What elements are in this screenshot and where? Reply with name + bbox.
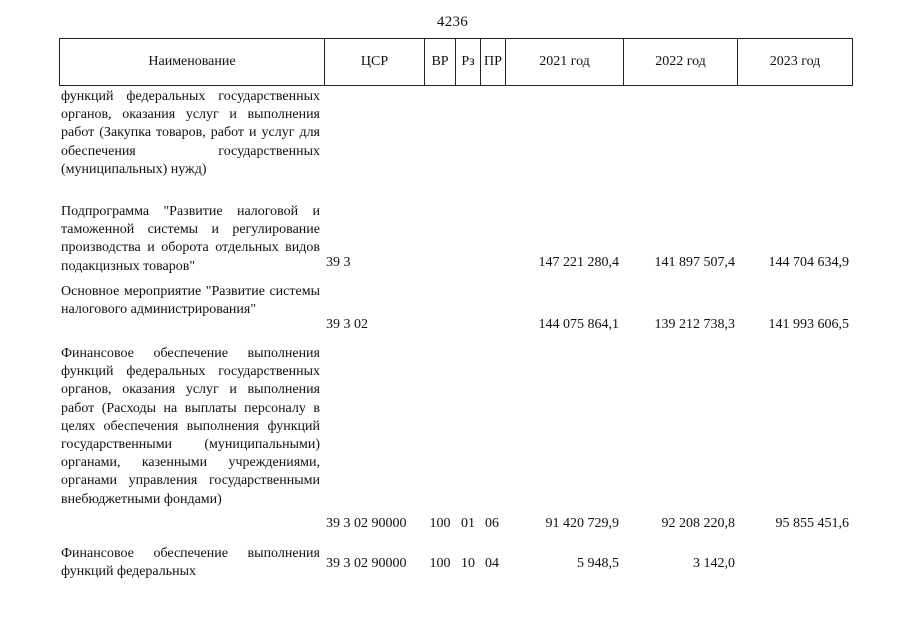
row-vr: 100 [429,516,451,531]
row-value-2022: 139 212 738,3 [654,317,735,332]
column-header-vr: ВР [425,39,456,85]
column-header-2022: 2022 год [624,39,738,85]
row-value-2021: 147 221 280,4 [538,255,619,270]
row-name: Финансовое обеспечение выполнения функций федеральных [61,546,320,580]
row-value-2022: 141 897 507,4 [654,255,735,270]
row-value-2022: 3 142,0 [693,556,735,571]
column-header-2023: 2023 год [769,54,821,69]
row-vr: 100 [429,556,451,571]
row-rz: 10 [461,556,475,571]
row-csr: 39 3 02 [326,317,368,332]
row-value-2021: 5 948,5 [577,556,619,571]
row-csr: 39 3 02 90000 [326,516,407,531]
column-header-pr: ПР [481,39,506,85]
row-name: функций федеральных государственных органов, оказания услуг и выполнения работ (Закупка товаров, работ и услуг для обеспечения государственных (муниципальных) нужд) [61,89,320,177]
row-csr: 39 3 [326,255,351,270]
column-header-csr: ЦСР [325,39,425,85]
row-value-2023: 144 704 634,9 [768,255,849,270]
column-header-name: Наименование [60,39,325,85]
row-csr: 39 3 02 90000 [326,556,407,571]
row-pr: 06 [485,516,499,531]
row-name: Основное мероприятие "Развитие системы налогового администрирования" [61,284,320,318]
row-rz: 01 [461,516,475,531]
row-value-2022: 92 208 220,8 [661,516,735,531]
column-header-2021: 2021 год [506,39,624,85]
row-value-2021: 91 420 729,9 [545,516,619,531]
row-pr: 04 [485,556,499,571]
row-value-2023: 141 993 606,5 [768,317,849,332]
row-name: Подпрограмма "Развитие налоговой и таможенной системы и регулирование производства и оборота отдельных видов подакцизных товаров" [61,204,320,274]
row-value-2023: 95 855 451,6 [775,516,849,531]
table-header [59,38,853,86]
row-name: Финансовое обеспечение выполнения функций федеральных государственных органов, оказания услуг и выполнения работ (Расходы на выплаты персоналу в целях обеспечения выполнения функций государственными (муниципальными) органами, казенными учреждениями, органами управления государственными внебюджетными фондами) [61,346,320,507]
column-header-rz: Рз [456,39,481,85]
page-number: 4236 [436,14,469,30]
row-value-2021: 144 075 864,1 [538,317,619,332]
